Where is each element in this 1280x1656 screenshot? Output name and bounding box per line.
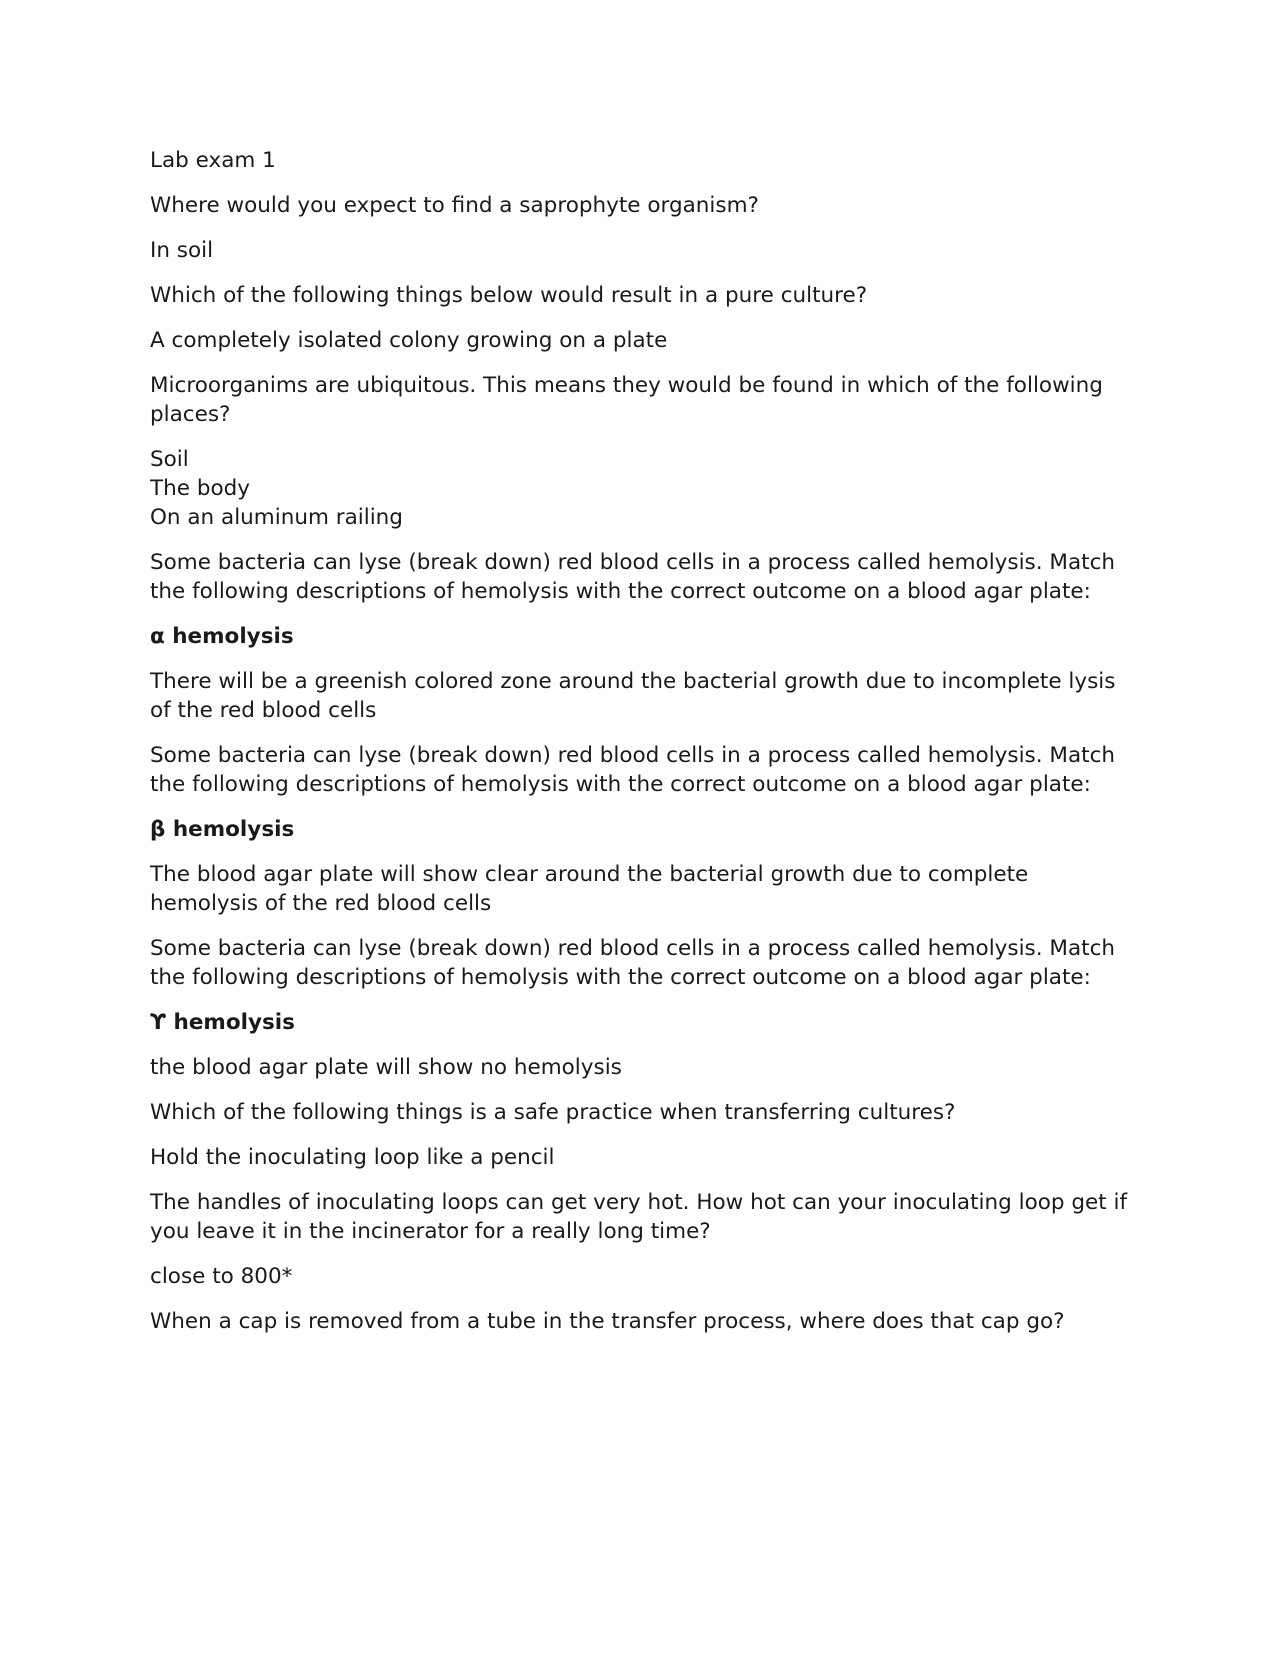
answer-saprophyte: In soil [150,238,214,263]
question-pure-culture: Which of the following things below would result in a pure culture? [150,283,868,308]
answer-gamma-hemolysis: the blood agar plate will show no hemolysis [150,1055,622,1080]
document-title: Lab exam 1 [150,148,276,173]
question-loop-heat: The handles of inoculating loops can get very hot. How hot can your inoculating loop get if you leave it in the incinerator for a really long time? [150,1190,1128,1244]
answer-line: Soil [150,447,189,472]
answer-loop-heat: close to 800* [150,1264,293,1289]
question-hemolysis-alpha: Some bacteria can lyse (break down) red blood cells in a process called hemolysis. Match the following descriptions of hemolysis with the correct outcome on a blood agar plate: [150,550,1116,604]
heading-alpha-hemolysis: α hemolysis [150,624,294,649]
answer-safe-practice: Hold the inoculating loop like a pencil [150,1145,555,1170]
answer-pure-culture: A completely isolated colony growing on a plate [150,328,668,353]
question-safe-practice: Which of the following things is a safe practice when transferring cultures? [150,1100,956,1125]
answer-alpha-hemolysis: There will be a greenish colored zone around the bacterial growth due to incomplete lysis of the red blood cells [150,669,1116,723]
document-page [150,146,1130,1352]
question-cap: When a cap is removed from a tube in the transfer process, where does that cap go? [150,1309,1065,1334]
answer-line: The body [150,476,250,501]
answer-beta-hemolysis: The blood agar plate will show clear around the bacterial growth due to complete hemolysis of the red blood cells [150,862,1029,916]
question-saprophyte: Where would you expect to find a saprophyte organism? [150,193,759,218]
heading-beta-hemolysis: β hemolysis [150,817,295,842]
heading-gamma-hemolysis: ϒ hemolysis [150,1010,295,1035]
answer-line: On an aluminum railing [150,505,403,530]
question-hemolysis-beta: Some bacteria can lyse (break down) red blood cells in a process called hemolysis. Match the following descriptions of hemolysis with the correct outcome on a blood agar plate: [150,743,1116,797]
question-hemolysis-gamma: Some bacteria can lyse (break down) red blood cells in a process called hemolysis. Match the following descriptions of hemolysis with the correct outcome on a blood agar plate: [150,936,1116,990]
answer-ubiquitous-list [150,445,1130,532]
question-ubiquitous: Microorganims are ubiquitous. This means they would be found in which of the following places? [150,373,1103,427]
